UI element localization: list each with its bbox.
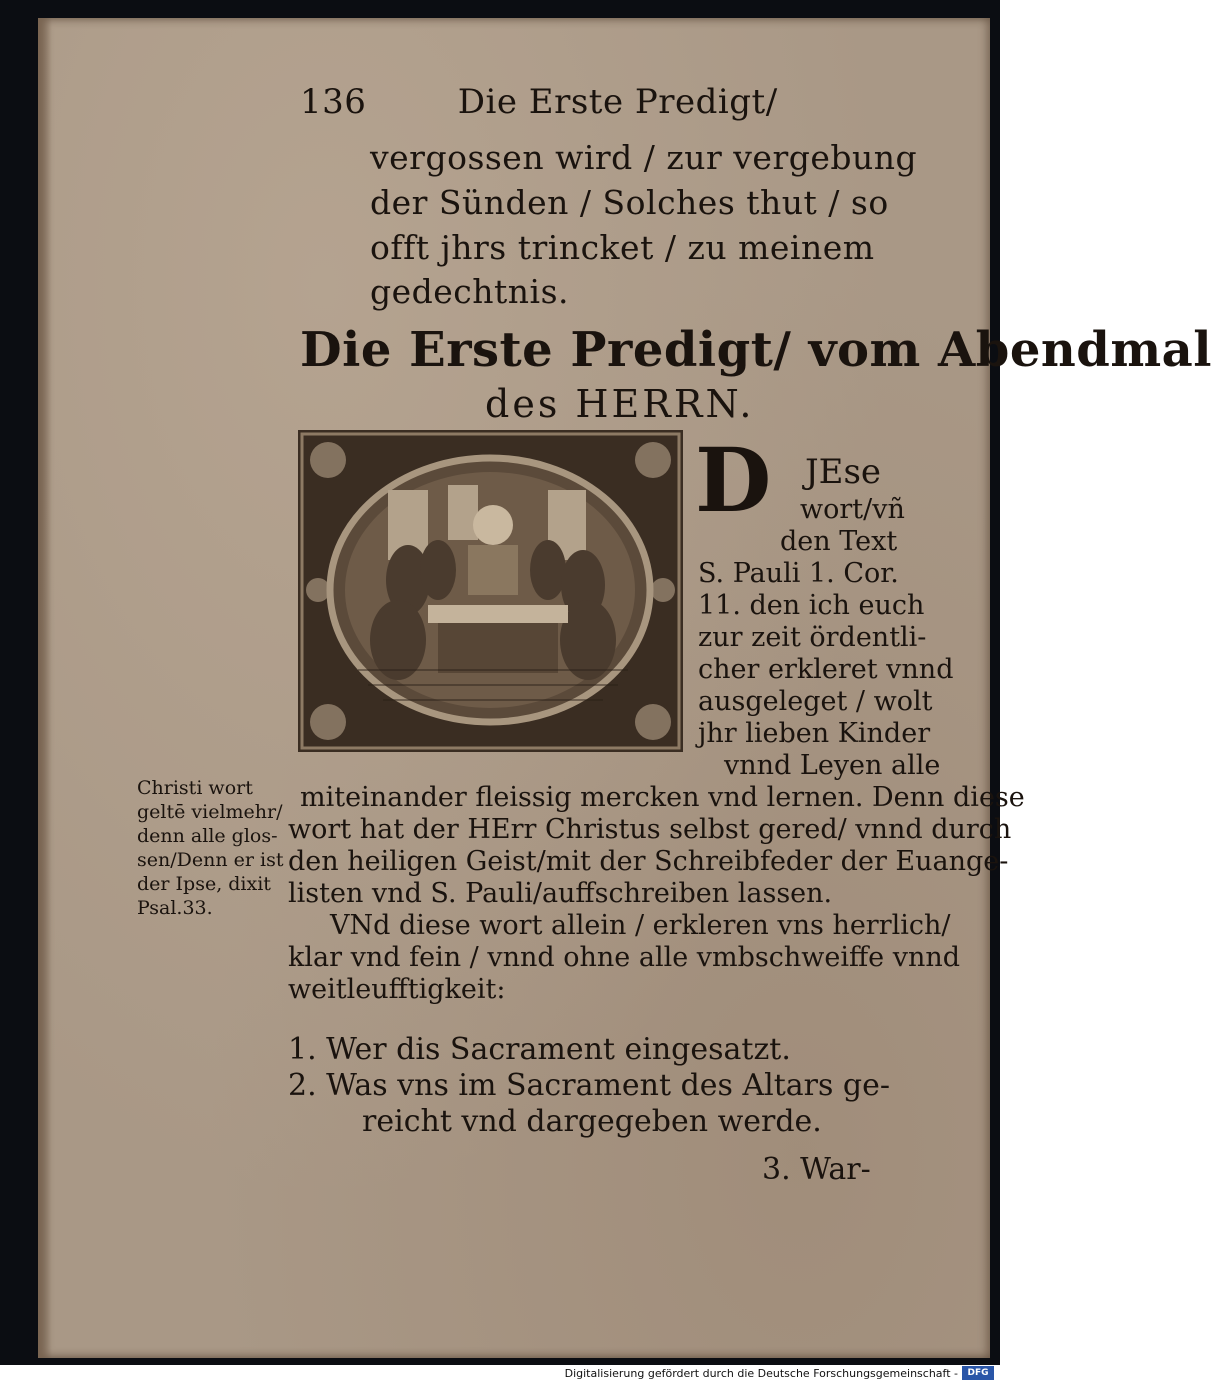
column-line: ausgeleget / wolt <box>698 686 933 717</box>
initial-letter: D <box>695 428 772 532</box>
section-heading: Die Erste Predigt/ vom Abendmal <box>300 322 1212 378</box>
paragraph-line: klar vnd fein / vnnd ohne alle vmbschweiffe vnnd <box>288 942 961 973</box>
paragraph-line: den heiligen Geist/mit der Schreibfeder der Euange- <box>288 846 1009 877</box>
running-head-title: Die Erste Predigt/ <box>457 82 778 122</box>
column-line: 11. den ich euch <box>698 590 925 621</box>
paragraph-line: miteinander fleissig mercken vnd lernen. Denn diese <box>300 782 1025 813</box>
margin-note-line: der Ipse, dixit <box>137 873 271 895</box>
funding-notice: Digitalisierung gefördert durch die Deutsche Forschungsgemeinschaft - <box>564 1367 958 1380</box>
margin-note-line: sen/Denn er ist <box>137 849 284 871</box>
column-line: wort/vñ <box>800 494 905 525</box>
margin-note-line: Psal.33. <box>137 897 213 919</box>
section-subheading: des HERRN. <box>485 382 755 426</box>
column-line: zur zeit ördentli- <box>698 622 927 653</box>
dfg-logo: DFG <box>962 1366 994 1380</box>
paragraph-line: VNd diese wort allein / erkleren vns herrlich/ <box>330 910 951 941</box>
list-item: 1. Wer dis Sacrament eingesatzt. <box>288 1032 791 1067</box>
initial-word-rest: JEse <box>805 452 882 492</box>
column-line: vnnd Leyen alle <box>724 750 941 781</box>
catchword: 3. War- <box>762 1152 871 1187</box>
page-edge-shadow <box>38 18 52 1358</box>
column-line: S. Pauli 1. Cor. <box>698 558 899 589</box>
margin-note-line: Christi wort <box>137 777 253 799</box>
running-head <box>300 82 778 122</box>
list-item: 2. Was vns im Sacrament des Altars ge- <box>288 1068 891 1103</box>
last-supper-woodcut-illustration <box>298 430 683 752</box>
list-item-continuation: reicht vnd dargegeben werde. <box>362 1104 822 1139</box>
paragraph-line: weitleufftigkeit: <box>288 974 506 1005</box>
column-line: cher erkleret vnnd <box>698 654 954 685</box>
margin-note-line: geltē vielmehr/ <box>137 801 283 823</box>
page-number: 136 <box>300 82 367 122</box>
text-line: der Sünden / Solches thut / so <box>370 183 889 222</box>
text-line: offt jhrs trincket / zu meinem <box>370 228 875 267</box>
column-line: den Text <box>780 526 898 557</box>
margin-note-line: denn alle glos- <box>137 825 278 847</box>
text-line: gedechtnis. <box>370 272 570 311</box>
text-line: vergossen wird / zur vergebung <box>370 138 918 177</box>
paragraph-line: listen vnd S. Pauli/auffschreiben lassen. <box>288 878 833 909</box>
column-line: jhr lieben Kinder <box>698 718 931 749</box>
paragraph-line: wort hat der HErr Christus selbst gered/ vnnd durch <box>288 814 1012 845</box>
